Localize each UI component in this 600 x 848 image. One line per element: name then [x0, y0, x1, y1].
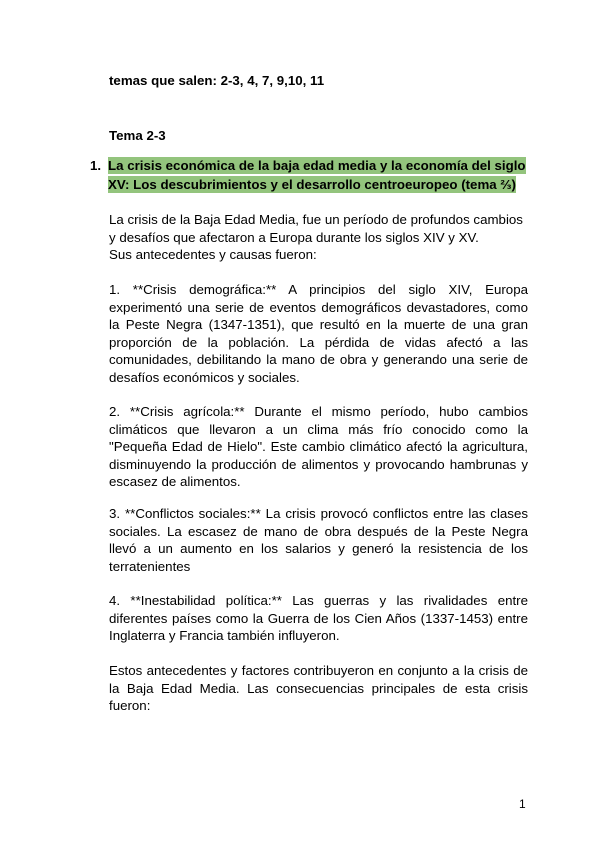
section-title: Tema 2-3 — [109, 128, 166, 143]
paragraph-social-conflicts: 3. **Conflictos sociales:** La crisis provocó conflictos entre las clases sociales. La escasez de mano de obra después de la Peste Negra llevó a un aumento en los salarios y generó la resistencia de los terratenientes — [109, 506, 528, 574]
paragraph-political-instability: 4. **Inestabilidad política:** Las guerras y las rivalidades entre diferentes países como la Guerra de los Cien Años (1337-1453) entre Inglaterra y Francia también influyeron. — [109, 593, 528, 643]
intro-paragraph — [109, 211, 528, 264]
intro-line-2: Sus antecedentes y causas fueron: — [109, 247, 317, 262]
numbered-heading — [90, 156, 530, 194]
paragraph-demographic-crisis: 1. **Crisis demográfica:** A principios del siglo XIV, Europa experimentó una serie de eventos demográficos devastadores, como la Peste Negra (1347-1351), que resultó en la muerte de una gran proporción de la población. La pérdida de vidas afectó a las comunidades, debilitando la mano de obra y generando una serie de desafíos económicos y sociales. — [109, 282, 528, 385]
paragraph-agricultural-crisis: 2. **Crisis agrícola:** Durante el mismo período, hubo cambios climáticos que llevaron a un clima más frío conocido como la "Pequeña Edad de Hielo". Este cambio climático afectó la agricultura, disminuyendo la producción de alimentos y provocando hambrunas y escasez de alimentos. — [109, 404, 528, 489]
topics-line: temas que salen: 2-3, 4, 7, 9,10, 11 — [109, 73, 325, 88]
heading-number: 1. — [90, 158, 102, 173]
closing-paragraph: Estos antecedentes y factores contribuyeron en conjunto a la crisis de la Baja Edad Media. Las consecuencias principales de esta crisis fueron: — [109, 663, 528, 713]
page-number: 1 — [519, 797, 526, 811]
heading-text: La crisis económica de la baja edad media y la economía del siglo XV: Los descubrimientos y el desarrollo centroeuropeo (tema ⅔) — [108, 158, 526, 192]
intro-line-1: La crisis de la Baja Edad Media, fue un período de profundos cambios y desafíos que afectaron a Europa durante los siglos XIV y XV. — [109, 212, 523, 245]
